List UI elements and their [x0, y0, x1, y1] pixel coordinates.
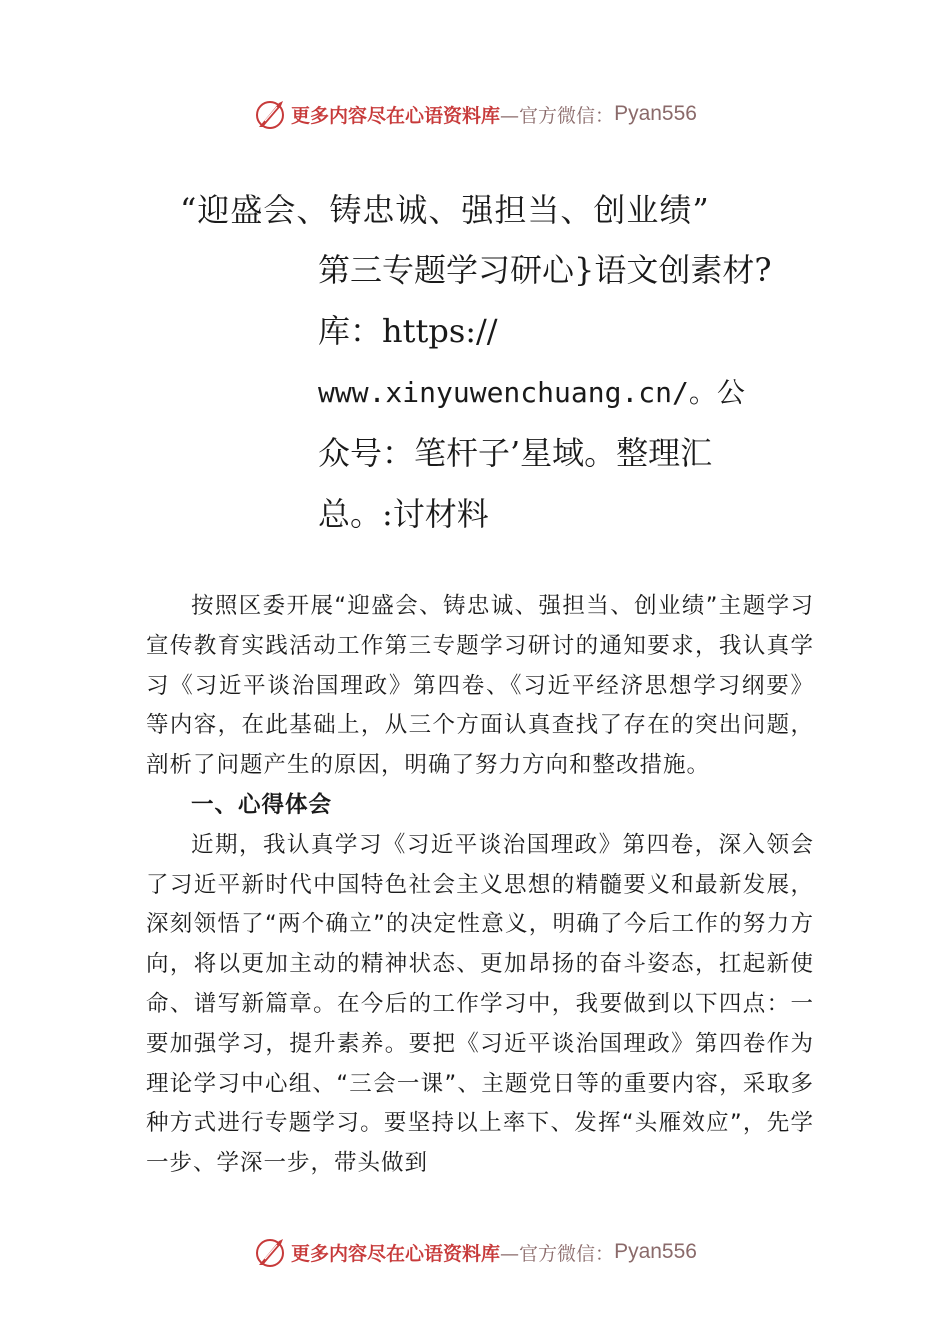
section-1-paragraph: 近期，我认真学习《习近平谈治国理政》第四卷，深入领会了习近平新时代中国特色社会主义思想的精髓要义和最新发展，深刻领悟了“两个确立”的决定性意义，明确了今后工作的努力方向，将以更加主动的精神状态、更加昂扬的奋斗姿态，扛起新使命、谱写新篇章。在今后的工作学习中，我要做到以下四点：一要加强学习，提升素养。要把《习近平谈治国理政》第四卷作为理论学习中心组、“三会一课”、主题党日等的重要内容，采取多种方式进行专题学习。要坚持以上率下、发挥“头雁效应”，先学一步、学深一步，带头做到 — [146, 831, 814, 1177]
banner-sub-text: —官方微信： — [500, 1242, 615, 1265]
document-body — [146, 587, 814, 1184]
banner-wechat-id: Pyan556 — [614, 1240, 697, 1263]
banner-main-text: 更多内容尽在心语资料库 — [291, 104, 501, 127]
title-line-2: 第三专题学习研心}语文创素材? — [318, 251, 772, 289]
title-line-5: 众号：笔杆子’星域。整理汇 — [318, 434, 713, 472]
title-continuation — [318, 240, 838, 545]
title-line-4: www.xinyuwenchuang.cn/。公 — [318, 376, 745, 409]
section-heading-1: 一、心得体会 — [191, 791, 333, 818]
header-banner — [0, 94, 950, 134]
title-line-3: 库：https:// — [318, 312, 498, 350]
title-line-6: 总。:讨材料 — [318, 495, 489, 533]
intro-paragraph: 按照区委开展“迎盛会、铸忠诚、强担当、创业绩”主题学习宣传教育实践活动工作第三专题学习研讨的通知要求，我认真学习《习近平谈治国理政》第四卷、《习近平经济思想学习纲要》等内容，在此基础上，从三个方面认真查找了存在的突出问题，剖析了问题产生的原因，明确了努力方向和整改措施。 — [146, 593, 814, 779]
document-title — [180, 180, 900, 545]
footer-banner — [0, 1232, 950, 1272]
quill-logo-icon — [253, 1235, 287, 1269]
title-line-1: “迎盛会、铸忠诚、强担当、创业绩” — [180, 191, 710, 229]
quill-logo-icon — [253, 97, 287, 131]
banner-wechat-id: Pyan556 — [614, 102, 697, 125]
banner-sub-text: —官方微信： — [500, 104, 615, 127]
banner-main-text: 更多内容尽在心语资料库 — [291, 1242, 501, 1265]
